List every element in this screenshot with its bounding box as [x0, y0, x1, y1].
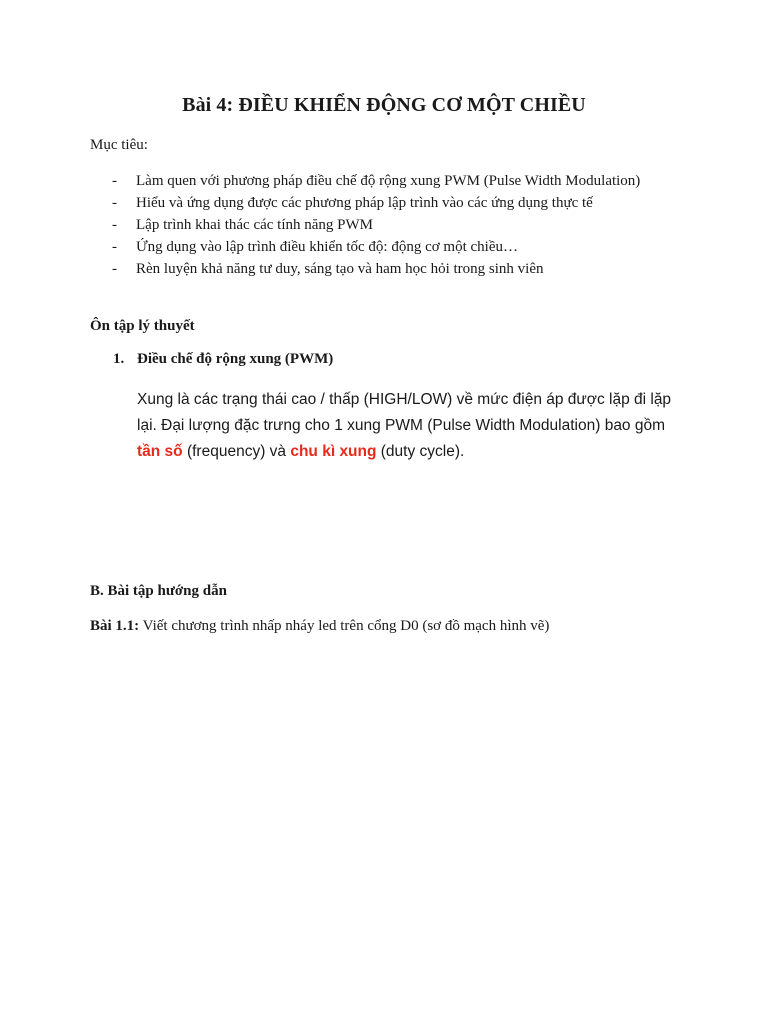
- objective-item: [90, 259, 650, 280]
- exercise-1-1: [90, 618, 549, 635]
- objective-item: [90, 215, 650, 236]
- objective-item: [90, 193, 650, 214]
- pwm-text-part2: (frequency) và: [182, 443, 291, 460]
- pwm-text-part1: Xung là các trạng thái cao / thấp (HIGH/LOW) về mức điện áp được lặp đi lặp lại. Đại lượng đặc trưng cho 1 xung PWM (Pulse Width Modulation) bao gồm: [137, 391, 672, 434]
- bullet-dash: -: [112, 195, 117, 211]
- subsection-title: Điều chế độ rộng xung (PWM): [137, 351, 334, 367]
- page-title: Bài 4: ĐIỀU KHIỂN ĐỘNG CƠ MỘT CHIỀU: [182, 94, 586, 116]
- bullet-dash: -: [112, 217, 117, 233]
- objective-text: Ứng dụng vào lập trình điều khiển tốc độ: động cơ một chiều…: [136, 239, 519, 255]
- bullet-dash: -: [112, 239, 117, 255]
- objective-item: [90, 171, 650, 192]
- bullet-dash: -: [112, 173, 117, 189]
- objective-text: Lập trình khai thác các tính năng PWM: [136, 217, 374, 233]
- objective-text: Hiểu và ứng dụng được các phương pháp lập trình vào các ứng dụng thực tế: [136, 195, 593, 211]
- bullet-dash: -: [112, 261, 117, 277]
- exercise-text: Viết chương trình nhấp nháy led trên cổng D0 (sơ đồ mạch hình vẽ): [139, 618, 550, 634]
- pwm-subsection-heading: [113, 351, 333, 368]
- pwm-text-part3: (duty cycle).: [376, 443, 465, 460]
- term-frequency: tần số: [137, 443, 183, 460]
- pwm-paragraph: [137, 387, 677, 465]
- subsection-number: 1.: [113, 351, 125, 367]
- objectives-list: [90, 171, 650, 281]
- exercise-label: Bài 1.1:: [90, 618, 140, 634]
- objectives-label: Mục tiêu:: [90, 137, 148, 153]
- objective-text: Làm quen với phương pháp điều chế độ rộng xung PWM (Pulse Width Modulation): [136, 173, 641, 189]
- term-duty-cycle: chu kì xung: [290, 443, 377, 460]
- objective-text: Rèn luyện khả năng tư duy, sáng tạo và ham học hỏi trong sinh viên: [136, 261, 544, 277]
- objective-item: [90, 237, 650, 258]
- theory-heading: Ôn tập lý thuyết: [90, 318, 195, 334]
- exercises-heading: B. Bài tập hướng dẫn: [90, 583, 227, 599]
